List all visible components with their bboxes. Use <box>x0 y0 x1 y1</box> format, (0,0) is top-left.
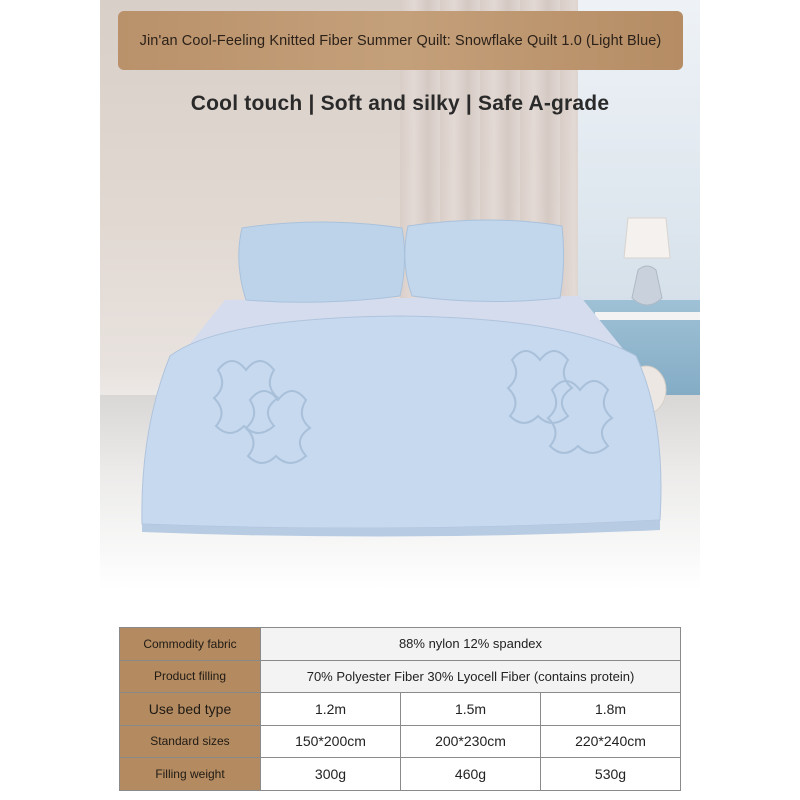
feature-slogan: Cool touch | Soft and silky | Safe A-grade <box>190 92 610 115</box>
weight-value: 460g <box>401 758 541 791</box>
table-row <box>120 758 681 791</box>
bed-type-value: 1.8m <box>541 693 681 726</box>
table-lamp <box>595 218 700 320</box>
bed-type-value: 1.5m <box>401 693 541 726</box>
product-title: Jin'an Cool-Feeling Knitted Fiber Summer Quilt: Snowflake Quilt 1.0 (Light Blue) <box>139 32 662 49</box>
table-row <box>120 725 681 758</box>
product-title-banner <box>118 11 683 70</box>
fabric-value: 88% nylon 12% spandex <box>261 628 681 661</box>
table-row <box>120 660 681 693</box>
size-value: 200*230cm <box>401 725 541 758</box>
weight-label: Filling weight <box>120 758 261 791</box>
filling-label: Product filling <box>120 660 261 693</box>
bed-type-label: Use bed type <box>120 693 261 726</box>
filling-value: 70% Polyester Fiber 30% Lyocell Fiber (contains protein) <box>261 660 681 693</box>
table-row <box>120 628 681 661</box>
fabric-label: Commodity fabric <box>120 628 261 661</box>
sizes-label: Standard sizes <box>120 725 261 758</box>
size-value: 220*240cm <box>541 725 681 758</box>
pillow-right <box>405 220 564 302</box>
table-row <box>120 693 681 726</box>
bed-illustration <box>100 0 700 590</box>
pillow-left <box>239 222 405 302</box>
size-value: 150*200cm <box>261 725 401 758</box>
bed-type-value: 1.2m <box>261 693 401 726</box>
weight-value: 300g <box>261 758 401 791</box>
weight-value: 530g <box>541 758 681 791</box>
specification-table <box>119 627 681 791</box>
